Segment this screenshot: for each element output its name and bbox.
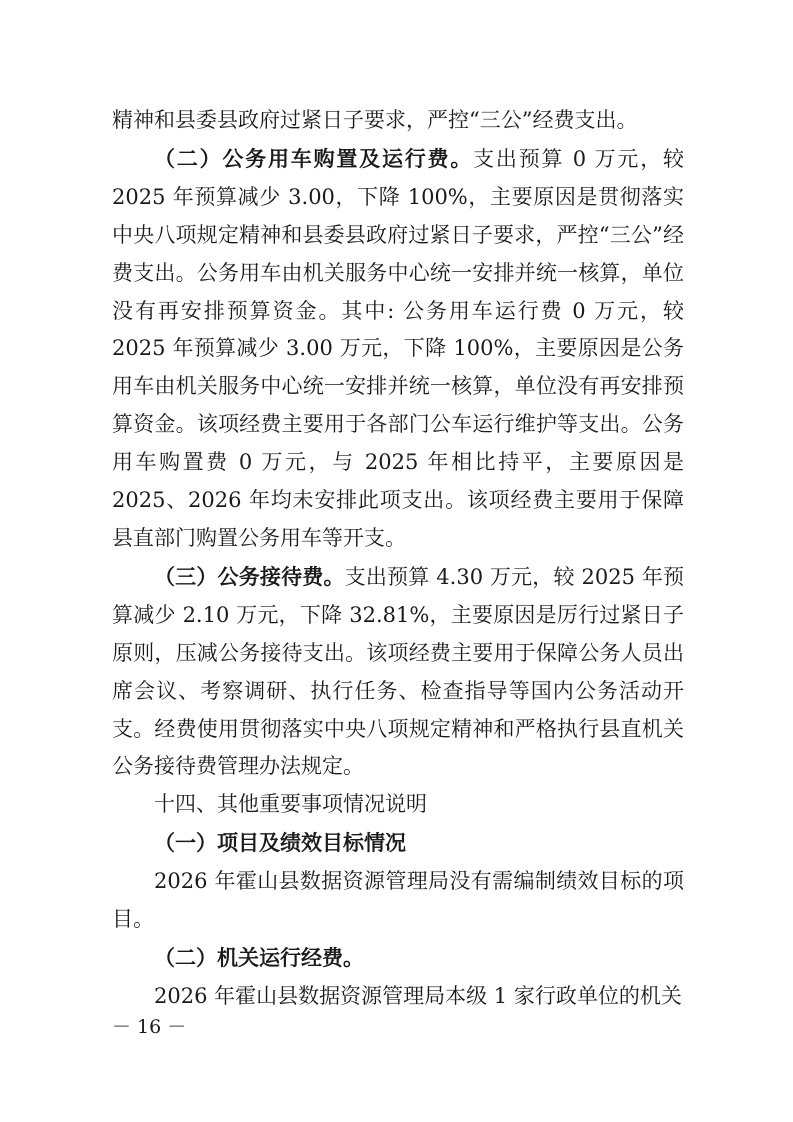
paragraph-performance	[112, 863, 684, 939]
subsection-heading	[112, 939, 684, 978]
subsection-heading	[112, 824, 684, 863]
paragraph-continuation	[112, 102, 684, 140]
body-text	[112, 102, 684, 1016]
paragraph-text: 支出预算 0 万元，较 2025 年预算减少 3.00，下降 100%，主要原因是贯彻落实中央八项规定精神和县委县政府过紧日子要求，严控“三公”经费支出。公务用车由机关服务中心统一安排并统一核算，单位没有再安排预算资金。其中: 公务用车运行费 0 万元，较 2025 年预算减少 3.00 万元，下降 100%，主要原因是公务用车由机关服务中心统一安排并统一核算，单位没有再安排预算资金。该项经费主要用于各部门公车运行维护等支出。公务用车购置费 0 万元，与 2025 年相比持平，主要原因是 2025、2026 年均未安排此项支出。该项经费主要用于保障县直部门购置公务用车等开支。	[112, 146, 685, 550]
subsection-title: （二）机关运行经费。	[154, 944, 364, 970]
subsection-title: （一）项目及绩效目标情况	[154, 830, 406, 856]
paragraph-text: 2026 年霍山县数据资源管理局没有需编制绩效目标的项目。	[112, 869, 684, 932]
paragraph-operating-costs	[112, 978, 684, 1016]
page-number: － 16 －	[112, 1016, 187, 1038]
paragraph-text: 2026 年霍山县数据资源管理局本级 1 家行政单位的机关	[154, 983, 682, 1008]
section-heading	[112, 786, 684, 824]
paragraph-heading: （二）公务用车购置及运行费。	[154, 145, 474, 171]
paragraph-text: 精神和县委县政府过紧日子要求，严控“三公”经费支出。	[112, 108, 638, 132]
paragraph-reception-costs	[112, 558, 684, 786]
section-title: 十四、其他重要事项情况说明	[154, 792, 427, 817]
paragraph-vehicle-costs	[112, 140, 684, 558]
paragraph-heading: （三）公务接待费。	[154, 563, 345, 589]
paragraph-text: 支出预算 4.30 万元，较 2025 年预算减少 2.10 万元，下降 32.81%，主要原因是厉行过紧日子原则，压减公务接待支出。该项经费主要用于保障公务人员出席会议、考察调研、执行任务、检查指导等国内公务活动开支。经费使用贯彻落实中央八项规定精神和严格执行县直机关公务接待费管理办法规定。	[112, 564, 685, 779]
